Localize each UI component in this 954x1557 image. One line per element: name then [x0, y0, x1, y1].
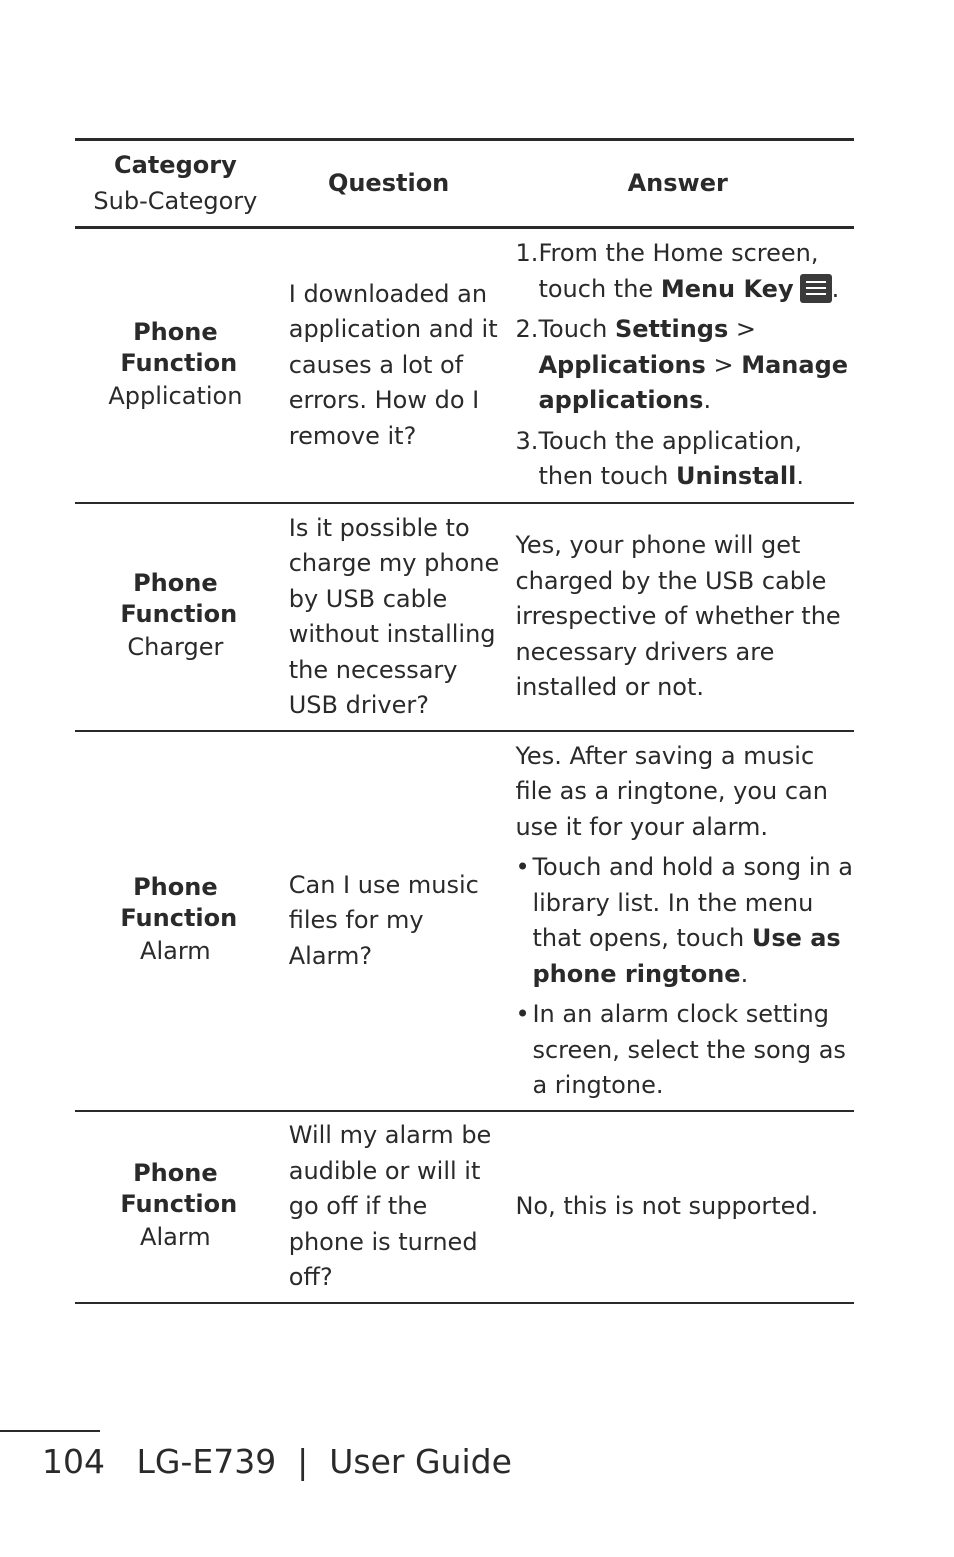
table-row — [75, 1112, 854, 1304]
category-cell — [75, 1112, 276, 1302]
header-category-cell — [75, 141, 276, 226]
category-label: Phone Function — [120, 1159, 238, 1219]
use-as-ringtone-label: Use as phone ringtone — [532, 924, 841, 988]
category-cell — [75, 504, 276, 730]
header-question-cell — [276, 141, 502, 226]
faq-table — [75, 138, 854, 1304]
table-row — [75, 229, 854, 504]
table-header-row — [75, 141, 854, 229]
category-label: Phone Function — [120, 873, 238, 933]
menu-key-icon — [800, 274, 832, 303]
step-text: From the Home screen, touch the — [538, 239, 819, 303]
header-category: Category — [114, 151, 237, 179]
sub-category-label: Charger — [127, 633, 224, 662]
answer-bullet-1 — [515, 850, 854, 992]
category-label: Phone Function — [120, 317, 238, 377]
sub-category-label: Alarm — [140, 1223, 211, 1252]
footer-rule — [0, 1430, 100, 1432]
separator: > — [728, 315, 757, 344]
step-text: Touch — [538, 315, 615, 344]
answer-step-2 — [515, 312, 854, 419]
answer-text: No, this is not supported. — [515, 1192, 819, 1221]
category-label: Phone Function — [120, 569, 238, 629]
answer-step-1 — [515, 236, 854, 307]
answer-cell — [501, 229, 854, 502]
question-text: Is it possible to charge my phone by USB cable without installing the necessary USB driver? — [288, 513, 500, 719]
answer-text: Yes, your phone will get charged by the USB cable irrespective of whether the necessary drivers are installed or not. — [515, 531, 841, 702]
sub-category-label: Application — [108, 381, 243, 410]
question-cell — [276, 504, 502, 730]
header-answer-cell — [501, 141, 854, 226]
question-cell — [276, 732, 502, 1110]
table-row — [75, 732, 854, 1112]
page-number: 104 — [42, 1442, 105, 1481]
header-sub-category: Sub-Category — [93, 186, 258, 215]
header-answer: Answer — [627, 168, 728, 197]
category-cell — [75, 229, 276, 502]
bullet-text: Touch and hold a song in a library list. In the menu that opens, touch — [532, 853, 853, 952]
bullet: • — [515, 853, 530, 881]
bullet: • — [515, 1000, 530, 1028]
question-text: Can I use music files for my Alarm? — [288, 870, 479, 970]
table-row — [75, 504, 854, 732]
applications-label: Applications — [538, 350, 706, 379]
category-cell — [75, 732, 276, 1110]
step-number: 2. — [515, 315, 539, 344]
step-number: 1. — [515, 239, 539, 268]
manage-applications-label: Manage applications — [538, 350, 849, 415]
step-number: 3. — [515, 426, 539, 455]
step-punct: . — [831, 274, 840, 303]
answer-cell — [501, 504, 854, 730]
step-punct: . — [703, 386, 712, 415]
answer-step-3 — [515, 424, 854, 495]
question-text: I downloaded an application and it causes a lot of errors. How do I remove it? — [288, 279, 498, 450]
answer-text: Yes. After saving a music file as a ringtone, you can use it for your alarm. — [515, 741, 828, 841]
answer-intro — [515, 739, 854, 846]
header-question: Question — [327, 168, 450, 197]
menu-key-label: Menu Key — [660, 274, 794, 303]
question-cell — [276, 1112, 502, 1302]
answer-cell — [501, 732, 854, 1110]
footer-title: LG-E739 | User Guide — [136, 1442, 512, 1481]
separator: > — [705, 350, 742, 379]
step-text: Touch the application, then touch — [538, 426, 802, 491]
bullet-text: In an alarm clock setting screen, select the song as a ringtone. — [532, 1000, 846, 1099]
answer-bullet-2 — [515, 997, 854, 1104]
bullet-punct: . — [740, 959, 749, 988]
question-cell — [276, 229, 502, 502]
question-text: Will my alarm be audible or will it go off if the phone is turned off? — [288, 1121, 492, 1292]
uninstall-label: Uninstall — [676, 462, 797, 491]
answer-cell — [501, 1112, 854, 1302]
page-footer — [42, 1440, 512, 1484]
sub-category-label: Alarm — [140, 937, 211, 966]
settings-label: Settings — [614, 315, 729, 344]
step-punct: . — [796, 462, 804, 491]
